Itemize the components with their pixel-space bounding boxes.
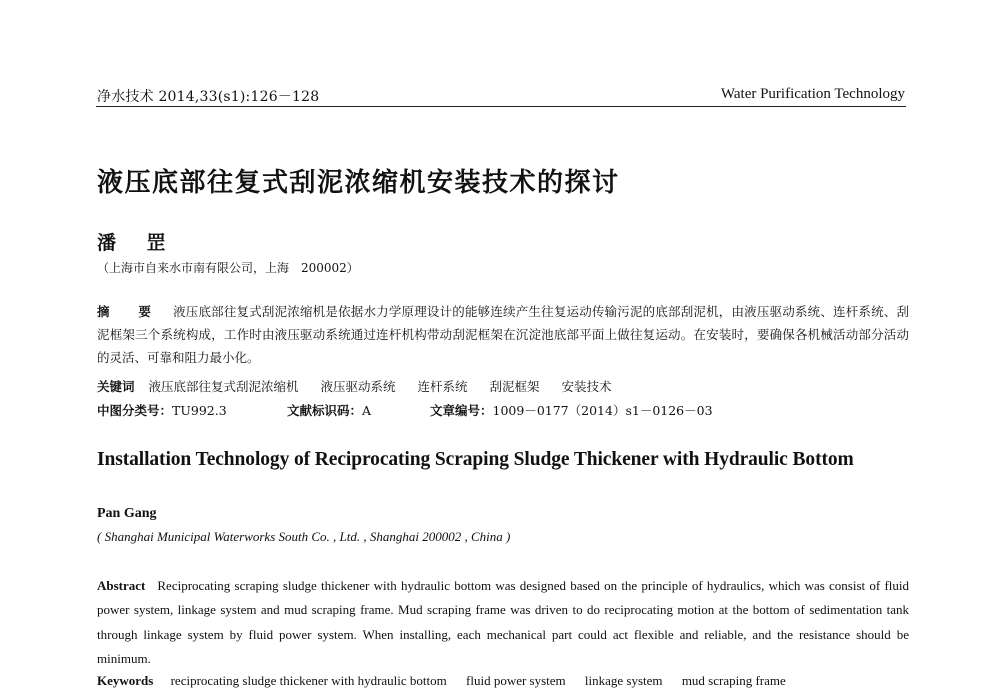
keywords-cn [97,375,909,398]
keywords-cn-label: 关键词 [97,379,135,394]
keyword-en: fluid power system [466,673,566,688]
keywords-en-label: Keywords [97,673,154,688]
classification-line [97,399,909,422]
document-code: 文献标识码：A [287,403,372,418]
author-cn: 潘 罡 [97,232,178,254]
header-divider [96,106,906,107]
article-number: 文章编号：1009－0177（2014）s1－0126－03 [430,403,713,418]
author-en: Pan Gang [97,506,157,521]
journal-name-en: Water Purification Technology [720,86,905,102]
abstract-cn [97,300,909,369]
keyword-cn: 液压底部往复式刮泥浓缩机 [148,379,299,394]
article-title-cn: 液压底部往复式刮泥浓缩机安装技术的探讨 [97,168,620,198]
clc-number: 中图分类号：TU992.3 [97,403,227,418]
abstract-cn-text: 液压底部往复式刮泥浓缩机是依据水力学原理设计的能够连续产生往复运动传输污泥的底部刮泥机，由液压驱动系统、连杆系统、刮泥框架三个系统构成，工作时由液压驱动系统通过连杆机构带动刮泥框架在沉淀池底部平面上做往复运动。在安装时，要确保各机械活动部分活动的灵活、可靠和阻力最小化。 [97,304,909,365]
keywords-en [97,670,909,692]
article-title-en: Installation Technology of Reciprocating Scraping Sludge Thickener with Hydraulic Bottom [97,449,854,470]
abstract-en-label: Abstract [97,578,146,593]
journal-citation: 净水技术 2014,33(s1):126－128 [97,89,320,105]
keyword-en: linkage system [584,673,663,688]
keyword-cn: 连杆系统 [417,379,468,394]
abstract-en [97,574,909,671]
affiliation-cn: （上海市自来水市南有限公司，上海 200002） [97,261,359,275]
keyword-cn: 液压驱动系统 [320,379,396,394]
keyword-en: reciprocating sludge thickener with hydraulic bottom [170,673,447,688]
keyword-cn: 安装技术 [561,379,612,394]
keyword-cn: 刮泥框架 [489,379,540,394]
keyword-en: mud scraping frame [681,673,786,688]
abstract-en-text: Reciprocating scraping sludge thickener with hydraulic bottom was designed based on the principle of hydraulics, which was consist of fluid power system, linkage system and mud scraping frame. Mud scraping frame was driven to do reciprocating motion at the bottom of sedimentation tank through linkage system by fluid power system. When installing, each mechanical part could act flexible and reliable, and the resistance should be minimum. [97,578,909,666]
abstract-cn-label: 摘 要 [97,304,160,319]
affiliation-en: ( Shanghai Municipal Waterworks South Co. , Ltd. , Shanghai 200002 , China ) [97,529,511,544]
